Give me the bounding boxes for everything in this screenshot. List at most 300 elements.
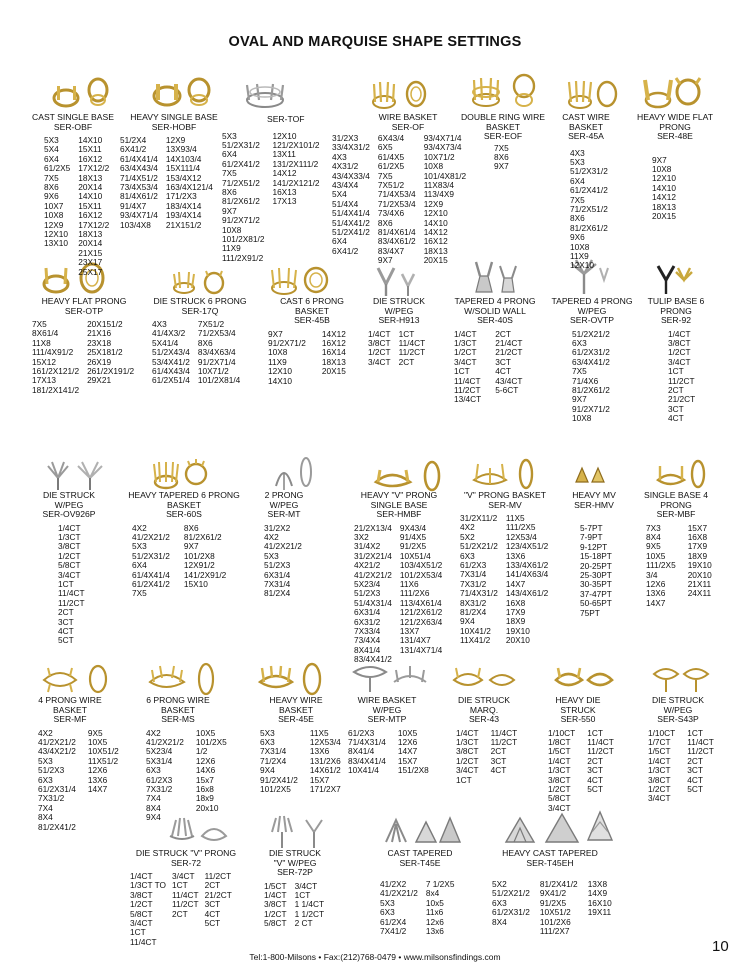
size-item: 12X9 — [44, 219, 64, 230]
size-item: 1/3CT — [548, 765, 571, 776]
product-code: SER-48E — [657, 131, 693, 141]
size-item: 1/2CT — [368, 347, 391, 358]
size-item: 8X6 — [197, 337, 213, 348]
size-item: 41/2X21/2 — [380, 888, 418, 899]
size-item: 1/3CT — [456, 736, 479, 747]
size-item: 6X43/4 — [377, 133, 405, 143]
size-item: 8X4 — [492, 916, 507, 927]
size-item: 11X5 — [309, 727, 329, 738]
size-item: 7X31/2 — [146, 783, 173, 794]
product-code: SER-MBF — [656, 509, 696, 519]
size-item: 7X31/4 — [460, 569, 487, 580]
size-item: 5/8CT — [58, 560, 81, 571]
size-item: 29X21 — [87, 375, 112, 386]
size-item: 1/3CT — [58, 531, 81, 542]
size-item: 13/4CT — [454, 394, 482, 405]
size-list — [494, 144, 548, 172]
size-item: 1/7CT — [648, 736, 671, 747]
size-item: 14X7 — [505, 578, 526, 589]
size-item: 3/8CT — [368, 337, 391, 348]
size-list — [354, 524, 448, 665]
size-item: 131/2X6 — [309, 755, 341, 766]
size-item: 6X41/2 — [120, 144, 147, 155]
size-item: 5X3 — [260, 727, 275, 738]
size-item: 5/8CT — [548, 793, 571, 804]
product-label: CAST TAPERED — [387, 848, 453, 858]
size-item: 4X3 — [332, 151, 347, 162]
size-item: 11X6 — [399, 578, 419, 589]
product-image-ser-45b — [268, 264, 332, 296]
size-item: 8X31/2 — [460, 597, 487, 608]
size-item: 61/2X5 — [44, 163, 71, 174]
size-item: 12X6 — [87, 765, 108, 776]
size-item: 1CT — [398, 328, 415, 339]
size-item: 3/4 — [646, 569, 658, 580]
size-column — [588, 880, 612, 936]
size-item: 16X12 — [423, 236, 448, 247]
size-item: 113/4X61/4 — [399, 597, 442, 608]
size-item: 14X7 — [646, 597, 666, 608]
size-item: 17X13 — [272, 196, 297, 207]
size-item: 10X8 — [423, 161, 444, 172]
size-item: 25-30PT — [580, 570, 612, 581]
product-label: HEAVY "V" PRONG SINGLE BASE — [360, 490, 438, 510]
size-column — [146, 729, 184, 823]
size-item: 7X5 — [32, 319, 47, 329]
product-image-ser-550 — [554, 664, 614, 692]
product-ser-48e — [636, 113, 714, 221]
size-item: 15X12 — [32, 356, 56, 367]
size-item: 3CT — [490, 755, 507, 766]
size-item: 111/2X6 — [399, 588, 430, 599]
size-item: 1/5CT — [648, 746, 671, 757]
product-ser-mbf — [640, 491, 712, 608]
size-item: 41/2X21/2 — [264, 541, 302, 552]
size-item: 16X8 — [687, 531, 708, 542]
size-item: 11/2CT — [171, 899, 199, 910]
product-ser-s43p — [646, 696, 714, 804]
product-image-ser-40s — [466, 258, 518, 298]
size-column — [196, 729, 227, 823]
product-label: CAST WIRE BASKET — [562, 112, 610, 132]
size-item: 9X4 — [260, 765, 275, 776]
product-image-ser-45a — [565, 76, 619, 112]
size-item: 1/3CT — [454, 337, 477, 348]
product-image-ser-eof — [466, 72, 542, 112]
size-column — [172, 872, 199, 947]
size-column — [332, 134, 370, 266]
size-item: 9X7 — [222, 205, 237, 216]
size-item: 111/4X91/2 — [32, 347, 74, 358]
product-ser-72p — [262, 849, 328, 929]
size-item: 16x8 — [195, 783, 214, 794]
size-item: 1CT — [130, 927, 146, 938]
size-item: 4CT — [58, 625, 74, 636]
size-item: 14X12 — [321, 328, 346, 339]
size-item: 19X10 — [687, 560, 712, 571]
size-item: 6X3 — [460, 550, 475, 561]
product-label: DIE STRUCK "V" PRONG — [135, 848, 237, 858]
size-list — [130, 872, 242, 947]
size-column — [380, 880, 418, 936]
size-column — [348, 729, 386, 776]
size-item: 14X12 — [423, 227, 448, 238]
product-label: HEAVY WIDE FLAT PRONG — [637, 112, 713, 132]
size-item: 1/5CT — [264, 880, 287, 891]
product-code: SER-MF — [53, 714, 87, 724]
size-item: 1/4CT — [668, 328, 691, 339]
size-item: 3/4CT — [456, 765, 479, 776]
size-item: 1 1/4CT — [294, 899, 325, 910]
size-list — [348, 729, 430, 776]
size-column — [198, 320, 240, 386]
size-item: 2CT — [587, 755, 603, 766]
size-item: 10X71/2 — [197, 366, 229, 377]
size-item: 141/4X63/4 — [505, 569, 549, 580]
size-item: 1CT — [454, 366, 470, 377]
product-label: CAST SINGLE BASE — [32, 112, 114, 122]
size-item: 3/8CT — [648, 774, 671, 785]
size-item: 6X4 — [570, 175, 585, 186]
size-item: 113/4X9 — [423, 189, 454, 200]
size-item: 7X5 — [570, 194, 585, 205]
size-item: 121/2X101/2 — [272, 139, 320, 150]
size-list — [380, 880, 462, 936]
size-list — [264, 882, 328, 929]
size-item: 5X3 — [38, 755, 53, 766]
size-item: 121/2X61/2 — [399, 607, 443, 618]
size-item: 7X31/2 — [460, 578, 487, 589]
size-item: 8X6 — [183, 522, 199, 533]
size-item: 5CT — [687, 783, 703, 794]
size-item: 3/4CT — [171, 871, 195, 881]
size-item: 21X16 — [87, 328, 112, 339]
size-item: 83/4X7 — [377, 245, 405, 256]
size-item: 7X5 — [494, 142, 509, 153]
size-column — [32, 320, 79, 395]
product-label: 4 PRONG WIRE BASKET — [38, 695, 102, 715]
size-item: 51/4X4 — [332, 198, 359, 209]
size-item: 4X2 — [460, 522, 475, 533]
size-item: 8x4 — [425, 888, 440, 899]
size-item: 14X9 — [587, 888, 608, 899]
size-item: 4X2 — [264, 531, 279, 542]
size-item: 9X7 — [572, 394, 587, 405]
size-item: 24X11 — [687, 588, 712, 599]
size-item: 12X53/4 — [309, 736, 341, 747]
size-item: 50-65PT — [580, 598, 612, 609]
size-item: 6X31/4 — [264, 569, 291, 580]
size-item: 9X7 — [183, 541, 199, 552]
size-item: 18X9 — [687, 550, 708, 561]
size-item: 43/4X33/4 — [332, 170, 370, 181]
size-item: 11X41/2 — [460, 635, 491, 646]
size-item: 5/8CT — [130, 908, 153, 919]
product-image-ser-mtp — [352, 660, 432, 694]
size-item: 23X18 — [87, 337, 112, 348]
size-item: 6X4 — [222, 149, 237, 160]
product-ser-mtp — [344, 696, 430, 776]
product-code: SER-OBF — [53, 121, 93, 132]
product-ser-eof — [458, 113, 548, 172]
size-column — [398, 729, 429, 776]
size-list — [668, 330, 708, 424]
size-item: 51/2X41/2 — [332, 227, 370, 238]
size-item: 5X4 — [44, 144, 59, 155]
size-item: 4CT — [587, 774, 603, 785]
size-column — [652, 156, 676, 222]
size-item: 10X8 — [652, 163, 672, 174]
size-column — [426, 880, 455, 936]
size-item: 3/8CT — [456, 746, 479, 757]
size-item: 133/4X61/2 — [505, 560, 549, 571]
size-item: 1/10CT — [648, 727, 676, 738]
size-item: 5X3 — [380, 897, 395, 908]
size-item: 51/2X31/2 — [132, 550, 170, 561]
size-item: 14X10 — [652, 182, 676, 193]
size-column — [130, 872, 166, 947]
size-item: 71/2X4 — [260, 755, 287, 766]
size-item: 161/2X121/2 — [32, 366, 80, 377]
size-item: 103/4X8 — [120, 219, 151, 230]
size-item: 12X10 — [272, 130, 297, 141]
size-item: 61/2X4 — [380, 916, 407, 927]
size-item: 13X8 — [587, 879, 608, 889]
size-item: 21/2CT — [204, 889, 232, 900]
product-code: SER-45E — [278, 714, 314, 724]
product-label: DIE STRUCK MARQ. — [457, 695, 511, 715]
product-ser-60s — [128, 491, 240, 599]
size-item: 5X31/4 — [146, 755, 173, 766]
size-item: 9X41/2 — [539, 888, 567, 899]
size-list — [44, 136, 114, 277]
size-item: 10X51/2 — [87, 746, 119, 757]
size-list — [38, 729, 119, 832]
product-label: TAPERED 4 PRONG W/SOLID WALL — [454, 296, 536, 316]
size-item: 5/8CT — [264, 918, 287, 929]
size-item: 5X3 — [570, 156, 585, 167]
size-item: 8X6 — [570, 213, 585, 224]
size-item: 4CT — [668, 413, 684, 424]
product-label: HEAVY FLAT PRONG — [41, 296, 127, 306]
product-image-ser-h913 — [372, 264, 418, 298]
product-ser-550 — [548, 696, 614, 813]
size-item: 2CT — [398, 356, 415, 367]
size-item: 6X3 — [38, 774, 53, 785]
size-item: 3/4CT — [648, 793, 671, 804]
size-item: 8X61/4 — [32, 328, 59, 339]
size-column — [454, 330, 481, 405]
product-image-ser-hobf — [150, 76, 216, 110]
size-item: 193/4X14 — [165, 210, 202, 221]
size-item: 71/2X53/4 — [197, 328, 236, 339]
size-item: 91/4X7 — [120, 200, 147, 211]
product-image-ser-mv — [470, 458, 542, 492]
size-item: 16X14 — [321, 347, 346, 358]
size-column — [491, 729, 518, 785]
size-item: 153/4X12 — [165, 172, 202, 183]
size-item: 1/4CT — [648, 755, 671, 766]
size-item: 8X4 — [146, 802, 161, 813]
size-item: 31/2X2 — [264, 522, 291, 533]
size-item: 9X6 — [570, 232, 585, 243]
product-code: SER-OF — [391, 121, 425, 132]
size-item: 13X93/4 — [165, 144, 197, 155]
size-column — [506, 514, 548, 646]
size-item: 7X5 — [377, 170, 393, 181]
size-item: 11/4CT — [171, 889, 199, 900]
size-item: 101/2X8 — [183, 550, 215, 561]
size-item: 21/2CT — [668, 394, 696, 405]
size-item: 17X9 — [687, 541, 708, 552]
size-item: 15X7 — [309, 774, 330, 785]
size-column — [58, 524, 85, 646]
size-item: 1/5CT — [548, 746, 571, 757]
size-item: 51/4X41/4 — [332, 208, 370, 219]
size-item: 7X31/4 — [260, 746, 287, 757]
size-list — [572, 330, 636, 424]
product-ser-mt — [256, 491, 312, 599]
size-item: 14X12 — [272, 168, 297, 179]
size-list — [332, 134, 466, 266]
size-item: 14X7 — [397, 746, 418, 757]
product-image-ser-45e — [258, 662, 328, 696]
size-column — [570, 149, 608, 271]
size-item: 73/4X4 — [354, 635, 381, 646]
size-item: 7X31/2 — [38, 793, 65, 804]
product-image-ser-t45eh — [500, 808, 620, 848]
product-label: DIE STRUCK W/PEG — [651, 695, 705, 715]
size-item: 5X2 — [460, 531, 475, 542]
size-item: 51/2X21/2 — [492, 888, 530, 899]
size-item: 8X4 — [646, 531, 661, 542]
size-item: 15X11 — [78, 200, 102, 211]
size-item: 63/4X41/2 — [572, 356, 610, 367]
size-column — [222, 132, 264, 264]
product-code: SER-MTP — [367, 714, 407, 724]
size-item: 91/2X5 — [399, 541, 427, 552]
size-item: 131/4X71/4 — [399, 644, 443, 655]
size-column — [310, 729, 341, 795]
size-item: 8X6 — [44, 182, 59, 193]
product-code: SER-EOF — [483, 131, 523, 141]
size-item: 5CT — [204, 918, 221, 929]
size-item: 1/4CT — [456, 727, 479, 738]
size-item: 5X41/4 — [152, 337, 179, 348]
product-ser-17q — [152, 297, 248, 386]
size-item: 11/2CT — [668, 375, 695, 386]
product-code: SER-MS — [161, 714, 195, 724]
product-code: SER-T45EH — [526, 857, 574, 868]
size-item: 20X15 — [423, 255, 448, 266]
size-item: 3/4CT — [58, 569, 81, 580]
size-item: 2CT — [171, 908, 188, 919]
size-item: 20X14 — [78, 182, 103, 193]
size-item: 3/4CT — [668, 356, 691, 367]
size-item: 111/2X5 — [505, 522, 536, 533]
size-item: 1/4CT — [368, 328, 391, 339]
size-list — [646, 524, 712, 609]
size-item: 61/2X41/2 — [132, 578, 170, 589]
size-item: 7X5 — [222, 168, 237, 179]
size-item: 1/2CT — [668, 347, 691, 358]
size-item: 71/4X53/4 — [377, 189, 416, 200]
size-item: 91/2X71/4 — [197, 356, 236, 367]
size-item: 61/2X31/2 — [492, 907, 530, 918]
size-item: 12X10 — [570, 260, 594, 271]
size-item: 5X2 — [492, 879, 507, 889]
size-item: 11X9 — [570, 250, 589, 261]
size-item: 101/2X53/4 — [399, 569, 443, 580]
size-item: 11/2CT — [454, 384, 481, 395]
product-code: SER-45B — [294, 315, 330, 325]
size-item: 51/2X31/2 — [570, 166, 608, 177]
size-item: 71/2X51/2 — [222, 177, 260, 188]
size-item: 171/2X7 — [309, 783, 341, 794]
size-item: 1/2 — [195, 746, 208, 757]
size-item: 14X12 — [652, 192, 676, 203]
product-ser-ov926p — [32, 491, 106, 646]
size-item: 61/2X5 — [377, 161, 405, 172]
product-image-ser-48e — [642, 76, 704, 110]
size-item: 10X5 — [397, 727, 418, 738]
size-item: 10X5 — [195, 727, 216, 738]
size-item: 121/2X63/4 — [399, 616, 443, 627]
size-item: 51/2X3 — [38, 765, 65, 776]
product-label: HEAVY WIRE BASKET — [269, 695, 323, 715]
size-item: 2CT — [490, 746, 507, 757]
size-item: 21X151/2 — [165, 219, 202, 230]
size-item: 14X6 — [195, 765, 216, 776]
product-image-ser-43 — [452, 664, 516, 692]
product-code: SER-OVTP — [570, 315, 614, 325]
size-item: 6X3 — [492, 897, 507, 908]
product-ser-72 — [130, 849, 242, 947]
size-item: 1/4CT — [130, 871, 153, 881]
size-item: 7X51/2 — [197, 319, 225, 329]
size-item: 8X41/4 — [348, 746, 375, 757]
product-label: HEAVY SINGLE BASE — [130, 112, 218, 122]
size-item: 3CT — [204, 899, 221, 910]
size-column — [120, 136, 158, 230]
product-ser-ms — [144, 696, 227, 823]
size-item: 3CT — [58, 616, 74, 627]
product-ser-45a — [556, 113, 616, 271]
size-item: 71/4X51/2 — [120, 172, 158, 183]
size-item: 5X3 — [222, 130, 237, 141]
size-item: 71/4X31/2 — [460, 588, 498, 599]
size-item: 10x5 — [425, 897, 444, 908]
product-code: SER-HOBF — [151, 121, 197, 132]
size-item: 9X6 — [44, 191, 59, 202]
size-item: 41/4X3/2 — [152, 328, 186, 339]
product-ser-otp — [32, 297, 134, 395]
size-item: 61/2X51/4 — [152, 375, 190, 386]
size-item: 14X7 — [87, 783, 108, 794]
size-item: 26X19 — [87, 356, 112, 367]
product-label: HEAVY DIE STRUCK — [555, 695, 601, 715]
size-item: 11X83/4 — [423, 180, 454, 191]
size-list — [264, 524, 312, 599]
product-label: DIE STRUCK "V" W/PEG — [268, 848, 322, 868]
product-image-ser-72p — [268, 814, 332, 850]
product-code: SER-S43P — [657, 714, 699, 724]
size-column — [260, 729, 298, 795]
size-item: 43/4X21/2 — [38, 746, 76, 757]
size-item: 101/2X81/4 — [197, 375, 241, 386]
size-item: 18X13 — [652, 201, 676, 212]
size-item: 9X7 — [377, 255, 393, 266]
